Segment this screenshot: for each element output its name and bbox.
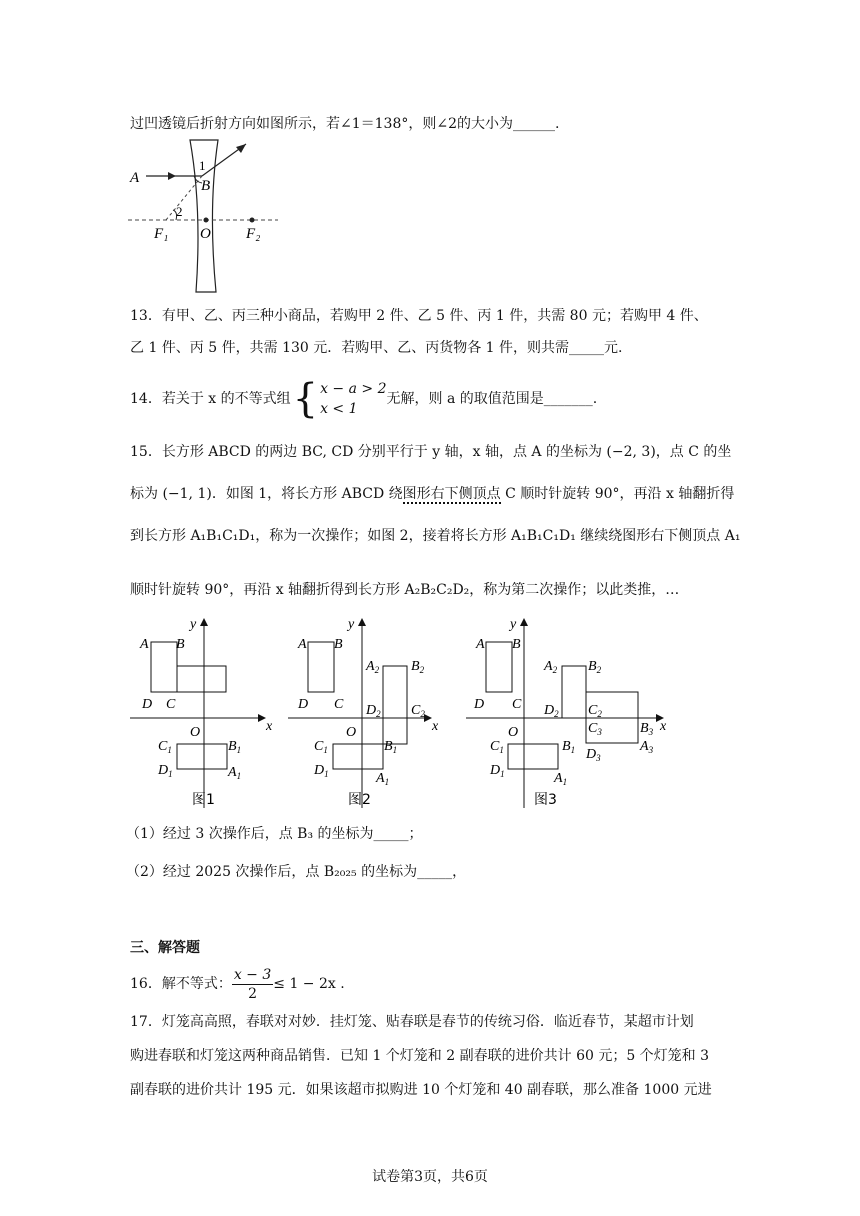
svg-text:x: x xyxy=(432,719,439,734)
figure-2 xyxy=(288,617,439,808)
question-16 xyxy=(130,964,345,1004)
svg-text:D2: $D_2$ xyxy=(366,703,381,719)
inequality-1: x − a > 2 xyxy=(320,381,387,397)
svg-text:C3: $C_3$ xyxy=(588,721,602,737)
svg-text:D1: $D_1$ xyxy=(158,763,173,779)
svg-text:C2: $C_2$ xyxy=(588,703,602,719)
emphasis-text: 图形右下侧顶点 xyxy=(402,486,501,502)
label-B: B xyxy=(201,178,211,194)
question-16-prefix: 16．解不等式： xyxy=(130,976,232,992)
question-17-line2: 购进春联和灯笼这两种商品销售．已知 1 个灯笼和 2 副春联的进价共计 60 元；5 个灯笼和 3 xyxy=(130,1048,710,1064)
label-F2: F₂ xyxy=(246,226,261,242)
svg-text:D1: $D_1$ xyxy=(314,763,329,779)
question-14-prefix: 14．若关于 x 的不等式组 xyxy=(130,391,291,407)
page-footer: 试卷第3页，共6页 xyxy=(372,1169,488,1185)
label-O: O xyxy=(200,226,211,242)
svg-text:B1: $B_1$ xyxy=(228,739,242,755)
svg-text:B: B xyxy=(334,637,343,652)
svg-text:D1: $D_1$ xyxy=(490,763,505,779)
label-A: A xyxy=(130,170,140,186)
svg-text:D: D xyxy=(142,697,153,712)
inequality-2: x < 1 xyxy=(320,401,358,417)
svg-text:y: y xyxy=(190,617,197,632)
svg-text:B1: $B_1$ xyxy=(562,739,576,755)
fraction: $\frac{x - 3}{2}$ xyxy=(233,966,272,1002)
svg-text:C: C xyxy=(334,697,344,712)
svg-text:O: O xyxy=(190,725,201,740)
svg-text:D: D xyxy=(474,697,485,712)
section-heading: 三、解答题 xyxy=(130,940,200,956)
svg-text:C1: $C_1$ xyxy=(314,739,328,755)
svg-text:A1: $A_1$ xyxy=(554,771,568,787)
svg-text:B1: $B_1$ xyxy=(384,739,398,755)
svg-text:y: y xyxy=(510,617,517,632)
question-15-line4: 顺时针旋转 90°，再沿 x 轴翻折得到长方形 A₂B₂C₂D₂，称为第二次操作；以此类推，… xyxy=(130,582,680,598)
svg-text:A: A xyxy=(298,637,307,652)
figure-2-caption: 图2 xyxy=(348,792,371,808)
svg-text:B: B xyxy=(512,637,521,652)
incident-arrow-icon xyxy=(168,172,176,180)
figure-1-caption: 图1 xyxy=(192,792,215,808)
question-14 xyxy=(130,376,597,422)
inequality-system xyxy=(320,379,386,419)
svg-text:C1: $C_1$ xyxy=(490,739,504,755)
svg-text:C: C xyxy=(166,697,176,712)
svg-text:D2: $D_2$ xyxy=(544,703,559,719)
svg-text:D3: $D_3$ xyxy=(586,747,601,763)
question-15-line3: 到长方形 A₁B₁C₁D₁，称为一次操作；如图 2，接着将长方形 A₁B₁C₁D₁ 继续绕图形右下侧顶点 A₁ xyxy=(130,528,741,544)
svg-text:A2: $A_2$ xyxy=(366,659,380,675)
refracted-arrow-icon xyxy=(236,144,246,153)
label-angle1: 1 xyxy=(199,158,206,173)
point-O xyxy=(204,218,209,223)
question-15-sub1: （1）经过 3 次操作后，点 B₃ 的坐标为_____； xyxy=(126,826,423,842)
svg-text:C: C xyxy=(512,697,522,712)
svg-text:A1: $A_1$ xyxy=(376,771,390,787)
question-15-line1: 15．长方形 ABCD 的两边 BC, CD 分别平行于 y 轴，x 轴，点 A 的坐标为 (−2, 3)，点 C 的坐 xyxy=(130,444,732,460)
figure-1 xyxy=(130,617,273,808)
figure-3 xyxy=(466,617,667,808)
svg-text:B: B xyxy=(176,637,185,652)
svg-text:A3: $A_3$ xyxy=(640,739,654,755)
svg-text:x: x xyxy=(660,719,667,734)
svg-text:B3: $B_3$ xyxy=(640,721,654,737)
svg-text:x: x xyxy=(266,719,273,734)
figure-3-caption: 图3 xyxy=(534,792,557,808)
label-angle2: 2 xyxy=(176,204,183,219)
svg-text:A: A xyxy=(476,637,485,652)
question-17-line3: 副春联的进价共计 195 元．如果该超市拟购进 10 个灯笼和 40 副春联，那么准备 1000 元进 xyxy=(130,1082,712,1098)
brace-icon: { xyxy=(292,376,319,422)
point-F2 xyxy=(250,218,255,223)
rotation-figures xyxy=(126,612,686,817)
question-14-suffix: 无解，则 a 的取值范围是_______. xyxy=(386,391,598,407)
svg-text:A: A xyxy=(140,637,149,652)
lens-figure xyxy=(128,138,298,298)
svg-text:O: O xyxy=(508,725,519,740)
question-16-suffix: ≤ 1 − 2x . xyxy=(273,976,345,992)
question-12-text: 过凹透镜后折射方向如图所示，若∠1＝138°，则∠2的大小为______. xyxy=(130,116,560,132)
svg-text:B2: $B_2$ xyxy=(588,659,602,675)
question-17-line1: 17．灯笼高高照，春联对对妙．挂灯笼、贴春联是春节的传统习俗．临近春节，某超市计划 xyxy=(130,1014,694,1030)
svg-text:O: O xyxy=(346,725,357,740)
svg-text:A1: $A_1$ xyxy=(228,765,242,781)
svg-text:B2: $B_2$ xyxy=(411,659,425,675)
label-F1: F₁ xyxy=(154,226,169,242)
question-13-line1: 13．有甲、乙、丙三种小商品，若购甲 2 件、乙 5 件、丙 1 件，共需 80 元；若购甲 4 件、 xyxy=(130,308,708,324)
svg-text:D: D xyxy=(298,697,309,712)
svg-text:C2: $C_2$ xyxy=(411,703,425,719)
question-15-sub2: （2）经过 2025 次操作后，点 B₂₀₂₅ 的坐标为_____， xyxy=(126,864,467,880)
svg-text:C1: $C_1$ xyxy=(158,739,172,755)
svg-text:y: y xyxy=(348,617,355,632)
question-13-line2: 乙 1 件、丙 5 件，共需 130 元．若购甲、乙、丙货物各 1 件，则共需_____元. xyxy=(130,340,623,356)
svg-text:A2: $A_2$ xyxy=(544,659,558,675)
question-15-line2: 标为 (−1, 1)．如图 1，将长方形 ABCD 绕图形右下侧顶点 C 顺时针旋转 90°，再沿 x 轴翻折得 xyxy=(130,486,735,502)
